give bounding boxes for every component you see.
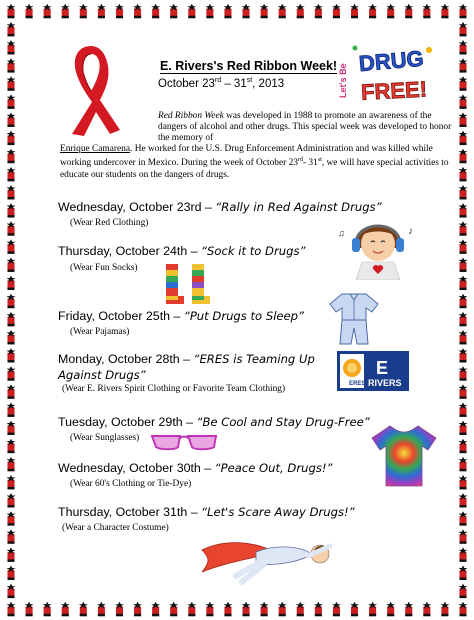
firecracker-icon	[459, 257, 468, 271]
firecracker-icon	[7, 602, 16, 616]
day-3-wear: (Wear Pajamas)	[70, 327, 130, 337]
firecracker-icon	[7, 584, 16, 598]
firecracker-icon	[459, 439, 468, 453]
firecracker-icon	[459, 113, 468, 127]
day-5-heading: Tuesday, October 29th – “Be Cool and Stay Drug-Free”	[58, 415, 370, 429]
firecracker-icon	[7, 76, 16, 90]
pajamas-icon	[326, 290, 382, 346]
firecracker-icon	[7, 547, 16, 561]
firecracker-icon	[7, 276, 16, 290]
firecracker-icon	[459, 203, 468, 217]
firecracker-icon	[459, 493, 468, 507]
firecracker-icon	[7, 167, 16, 181]
firecracker-icon	[97, 4, 106, 18]
firecracker-icon	[278, 4, 287, 18]
firecracker-icon	[459, 276, 468, 290]
firecracker-icon	[25, 602, 34, 616]
day-4-heading-line2: Against Drugs”	[58, 368, 146, 382]
firecracker-icon	[459, 348, 468, 362]
svg-text:E: E	[376, 358, 389, 378]
firecracker-icon	[459, 475, 468, 489]
firecracker-icon	[7, 475, 16, 489]
firecracker-icon	[459, 149, 468, 163]
firecracker-icon	[459, 384, 468, 398]
svg-text:Let's Be: Let's Be	[338, 63, 348, 98]
firecracker-icon	[459, 58, 468, 72]
firecracker-icon	[260, 4, 269, 18]
firecracker-icon	[314, 4, 323, 18]
firecracker-icon	[25, 4, 34, 18]
firecracker-icon	[459, 294, 468, 308]
firecracker-icon	[7, 348, 16, 362]
firecracker-icon	[43, 4, 52, 18]
firecracker-icon	[296, 602, 305, 616]
day-7-heading: Thursday, October 31th – “Let's Scare Away Drugs!”	[58, 505, 355, 519]
firecracker-icon	[459, 402, 468, 416]
firecracker-icon	[386, 4, 395, 18]
firecracker-icon	[205, 602, 214, 616]
firecracker-icon	[7, 366, 16, 380]
firecracker-icon	[7, 294, 16, 308]
day-7-wear: (Wear a Character Costume)	[62, 523, 169, 533]
socks-icon	[162, 262, 214, 306]
intro-paragraph-top: Red Ribbon Week was developed in 1988 to promote an awareness of the dangers of alcohol and other drugs. This special week was developed to honor the memory of	[158, 111, 452, 144]
firecracker-icon	[350, 602, 359, 616]
intro-paragraph-bottom: Enrique Camarena. He worked for the U.S. Drug Enforcement Administration and was killed while working undercover in Mexico. During the week of October 23rd- 31st, we will have special activities to educate our students on the dangers of drugs.	[60, 144, 449, 180]
firecracker-icon	[7, 239, 16, 253]
firecracker-icon	[169, 602, 178, 616]
firecracker-icon	[7, 221, 16, 235]
firecracker-icon	[7, 22, 16, 36]
firecracker-icon	[459, 366, 468, 380]
flying-hero-icon	[196, 532, 336, 588]
firecracker-icon	[79, 602, 88, 616]
firecracker-icon	[459, 330, 468, 344]
firecracker-icon	[7, 149, 16, 163]
day-6-wear: (Wear 60's Clothing or Tie-Dye)	[70, 479, 192, 489]
firecracker-icon	[61, 4, 70, 18]
firecracker-icon	[187, 602, 196, 616]
day-4-heading: Monday, October 28th – “ERES is Teaming Up	[58, 352, 315, 366]
firecracker-icon	[260, 602, 269, 616]
day-1-wear: (Wear Red Clothing)	[70, 218, 149, 228]
firecracker-icon	[459, 602, 468, 616]
firecracker-icon	[459, 584, 468, 598]
firecracker-icon	[7, 402, 16, 416]
svg-text:♪: ♪	[408, 226, 413, 237]
tie-dye-shirt-icon	[370, 424, 438, 488]
firecracker-icon	[7, 529, 16, 543]
firecracker-icon	[459, 167, 468, 181]
firecracker-icon	[133, 4, 142, 18]
firecracker-icon	[223, 602, 232, 616]
firecracker-icon	[7, 185, 16, 199]
firecracker-icon	[115, 4, 124, 18]
firecracker-icon	[151, 4, 160, 18]
day-5-wear: (Wear Sunglasses)	[70, 433, 140, 443]
sunglasses-icon	[150, 430, 220, 452]
firecracker-icon	[7, 439, 16, 453]
firecracker-icon	[115, 602, 124, 616]
firecracker-icon	[7, 384, 16, 398]
firecracker-icon	[459, 4, 468, 18]
flyer-title: E. Rivers's Red Ribbon Week!	[160, 59, 338, 73]
firecracker-icon	[422, 602, 431, 616]
firecracker-icon	[368, 4, 377, 18]
firecracker-icon	[187, 4, 196, 18]
firecracker-icon	[205, 4, 214, 18]
firecracker-icon	[459, 76, 468, 90]
firecracker-icon	[7, 257, 16, 271]
firecracker-icon	[151, 602, 160, 616]
day-1-heading: Wednesday, October 23rd – “Rally in Red Against Drugs”	[58, 200, 382, 214]
firecracker-icon	[7, 493, 16, 507]
firecracker-icon	[404, 4, 413, 18]
firecracker-icon	[386, 602, 395, 616]
firecracker-icon	[242, 602, 251, 616]
firecracker-icon	[7, 566, 16, 580]
firecracker-icon	[459, 529, 468, 543]
firecracker-icon	[278, 602, 287, 616]
firecracker-icon	[368, 602, 377, 616]
firecracker-icon	[332, 602, 341, 616]
firecracker-icon	[169, 4, 178, 18]
svg-text:DRUG: DRUG	[357, 45, 425, 77]
firecracker-icon	[7, 58, 16, 72]
firecracker-icon	[7, 511, 16, 525]
day-3-heading: Friday, October 25th – “Put Drugs to Sleep”	[58, 309, 305, 323]
day-4-wear: (Wear E. Rivers Spirit Clothing or Favorite Team Clothing)	[62, 384, 286, 394]
day-6-heading: Wednesday, October 30th – “Peace Out, Drugs!”	[58, 461, 333, 475]
firecracker-icon	[459, 239, 468, 253]
firecracker-icon	[459, 131, 468, 145]
firecracker-icon	[242, 4, 251, 18]
svg-text:ERES: ERES	[349, 381, 366, 387]
firecracker-icon	[459, 40, 468, 54]
svg-text:FREE!: FREE!	[360, 76, 428, 105]
firecracker-icon	[314, 602, 323, 616]
firecracker-icon	[223, 4, 232, 18]
firecracker-icon	[133, 602, 142, 616]
firecracker-icon	[7, 312, 16, 326]
firecracker-icon	[332, 4, 341, 18]
team-logo-icon	[336, 350, 410, 392]
firecracker-icon	[459, 22, 468, 36]
firecracker-icon	[459, 94, 468, 108]
firecracker-icon	[7, 4, 16, 18]
firecracker-icon	[459, 185, 468, 199]
firecracker-icon	[97, 602, 106, 616]
firecracker-icon	[296, 4, 305, 18]
firecracker-icon	[459, 566, 468, 580]
firecracker-icon	[7, 421, 16, 435]
drug-free-logo-icon	[337, 40, 441, 106]
firecracker-icon	[459, 457, 468, 471]
flyer-dates: October 23rd – 31st, 2013	[158, 77, 285, 90]
firecracker-icon	[459, 421, 468, 435]
firecracker-icon	[459, 312, 468, 326]
firecracker-icon	[404, 602, 413, 616]
firecracker-icon	[7, 40, 16, 54]
day-2-heading: Thursday, October 24th – “Sock it to Drugs”	[58, 244, 306, 258]
girl-headphones-icon	[328, 214, 428, 280]
firecracker-icon	[7, 457, 16, 471]
day-2-wear: (Wear Fun Socks)	[70, 263, 138, 273]
firecracker-icon	[459, 221, 468, 235]
firecracker-icon	[7, 113, 16, 127]
red-ribbon-icon	[58, 38, 124, 138]
firecracker-icon	[440, 4, 449, 18]
firecracker-icon	[7, 203, 16, 217]
firecracker-icon	[61, 602, 70, 616]
firecracker-icon	[7, 94, 16, 108]
firecracker-icon	[422, 4, 431, 18]
firecracker-icon	[350, 4, 359, 18]
firecracker-icon	[79, 4, 88, 18]
firecracker-icon	[7, 131, 16, 145]
firecracker-icon	[7, 330, 16, 344]
firecracker-icon	[459, 511, 468, 525]
firecracker-icon	[43, 602, 52, 616]
firecracker-icon	[440, 602, 449, 616]
firecracker-icon	[459, 547, 468, 561]
svg-text:RIVERS: RIVERS	[368, 378, 402, 388]
svg-text:♫: ♫	[338, 228, 345, 238]
